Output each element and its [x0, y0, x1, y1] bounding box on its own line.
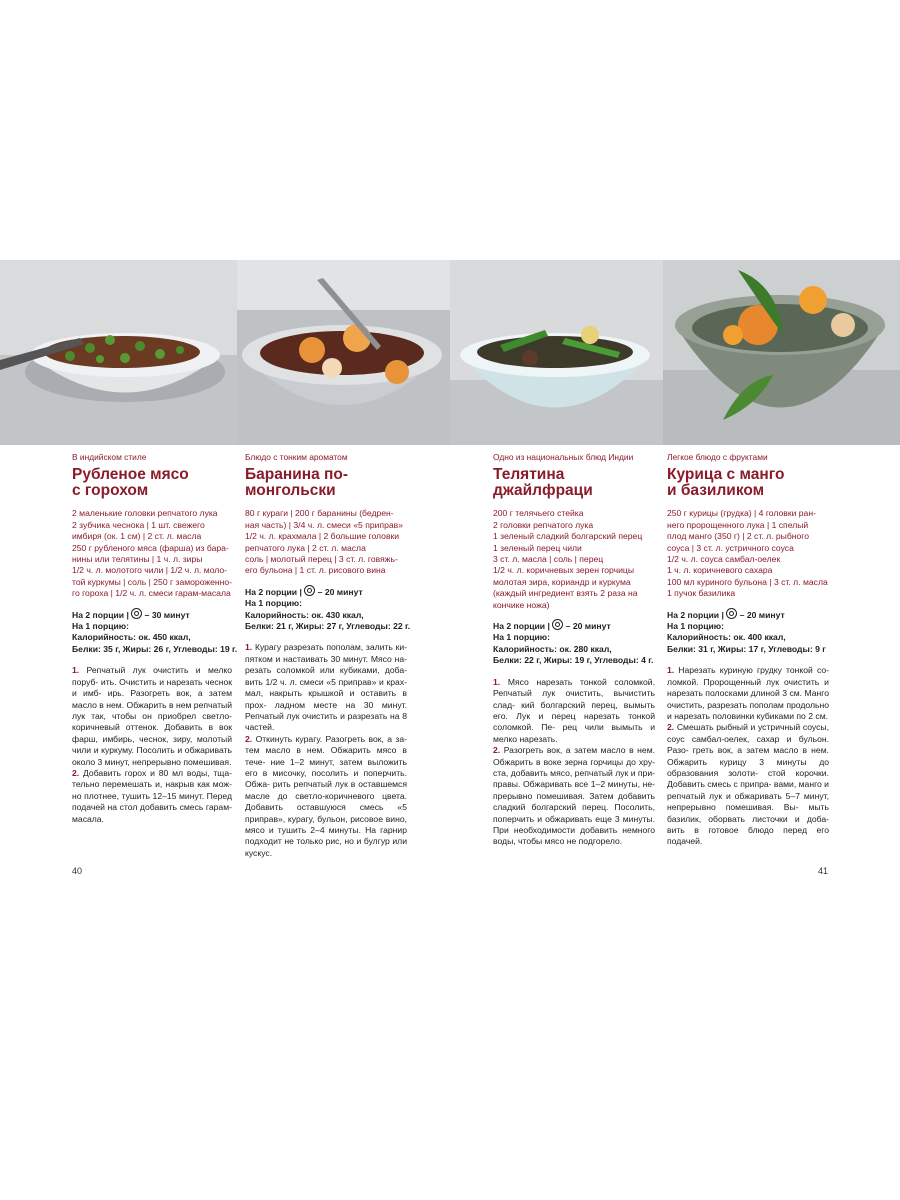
ingredient-line: 1/2 ч. л. коричневых зерен горчицы — [493, 565, 635, 576]
recipe-kicker: Блюдо с тонким ароматом — [245, 452, 348, 462]
page-number-right: 41 — [818, 866, 829, 876]
title-line: с горохом — [72, 482, 149, 500]
title-line: Телятина джайлфраци — [493, 466, 593, 500]
nutrients: Белки: 31 г, Жиры: 17 г, Углеводы: 9 г — [667, 643, 826, 654]
steps — [667, 665, 829, 848]
ingredient-line: 2 маленькие головки репчатого лука — [72, 508, 218, 519]
nutrients: Белки: 35 г, Жиры: 26 г, Углеводы: 19 г. — [72, 643, 238, 654]
step-number: 1. — [493, 676, 501, 687]
step-text: Откинуть курагу. Разогреть вок, а за- тем масло в нем. Обжарить мясо в тече- ние 1–2 минут, затем выложить его в мисочку, посолить и поперчить. Обжа- рить репчатый лук в оставшемся масле до светло-коричневого цвета. Добавить оставшуюся смесь «5 приправ», курагу, бульон, рисовое вино, мясо и тушить 2–4 минуты. На гарнир подходит не только рис, но и булгур или кускус. — [245, 733, 408, 858]
ingredient-line: 2 головки репчатого лука — [493, 519, 594, 530]
ingredient-line: соль | молотый перец | 3 ст. л. говяжь- — [245, 554, 398, 565]
nutrients: Белки: 21 г, Жиры: 27 г, Углеводы: 22 г. — [245, 621, 411, 632]
ingredient-line: 1 ч. л. коричневого сахара — [667, 565, 773, 576]
step-number: 2. — [72, 767, 80, 778]
ingredient-line: репчатого лука | 2 ст. л. масла — [245, 542, 366, 553]
ingredient-line: соуса | 3 ст. л. устричного соуса — [667, 542, 794, 553]
ingredients-list — [667, 508, 829, 599]
ingredients-list — [245, 508, 407, 576]
per-portion: На 1 порцию: — [667, 621, 724, 632]
step — [667, 722, 829, 847]
steps — [245, 642, 407, 859]
step-number: 1. — [72, 665, 80, 676]
ingredient-line: нины или телятины | 1 ч. л. зиры — [72, 554, 203, 565]
photo-chicken-mango-basil — [663, 260, 900, 445]
nutrients: Белки: 22 г, Жиры: 19 г, Углеводы: 4 г. — [493, 655, 654, 666]
step — [245, 734, 407, 859]
step-text: Нарезать куриную грудку тонкой со- ломкой. Пророщенный лук очистить и нарезать полосками длиной 3 см. Манго очистить, разрезать пополам продольно и нарезать половинки кубиками по 2 см. — [667, 665, 830, 721]
ingredient-line: молотая зира, кориандр и куркума — [493, 576, 631, 587]
title-line: Рубленое мясо — [72, 466, 189, 484]
recipe-veal-jalfrezi — [493, 452, 655, 848]
ingredient-line: ная часть) | 3/4 ч. л. смеси «5 приправ» — [245, 519, 403, 530]
step — [72, 768, 232, 825]
step — [72, 665, 232, 768]
nutrition-info — [72, 608, 238, 656]
step-text: Добавить горох и 80 мл воды, тща- тельно перемешать и, накрыв как мож- но плотнее, тушить 12–15 минут. Перед подачей на стол добавить смесь гарам- масала. — [72, 767, 232, 824]
ingredient-line: 80 г кураги | 200 г баранины (бедрен- — [245, 508, 394, 519]
page-number-left: 40 — [72, 866, 83, 876]
recipe-kicker: В индийском стиле — [72, 452, 147, 462]
photo-veal-jalfrezi — [450, 260, 663, 445]
ingredient-line: 1 зеленый перец чили — [493, 542, 582, 553]
ingredient-line: 200 г телячьего стейка — [493, 508, 584, 519]
ingredient-line: 1 пучок базилика — [667, 588, 736, 599]
recipe-minced-meat — [72, 452, 238, 825]
portions: На 2 порции | — [493, 621, 550, 632]
ingredient-line: 250 г курицы (грудка) | 4 головки ран- — [667, 508, 816, 519]
step-text: Смешать рыбный и устричный соусы, соус самбал-оелек, сахар и бульон. Разо- греть вок, а затем масло в нем. Обжарить курицу 3 минуты до образования золоти- стой корочки. Добавить смесь с припра- вами, манго и репчатый лук и обжаривать 5–7 минут, непрерывно помешивая. Вы- мыть базилик, оборвать листочки и доба- вить в готовое блюдо перед его подачей. — [667, 722, 829, 847]
recipe-chicken-mango — [667, 452, 829, 848]
ingredient-line: 1/2 ч. л. молотого чили | 1/2 ч. л. моло- — [72, 565, 228, 576]
calories: Калорийность: ок. 430 ккал, — [245, 609, 364, 620]
ingredient-line: 1/2 ч. л. соуса самбал-оелек — [667, 554, 781, 565]
step-number: 2. — [667, 722, 675, 733]
per-portion: На 1 порцию: — [72, 621, 129, 632]
step-number: 1. — [667, 665, 675, 676]
recipe-title — [493, 467, 655, 499]
step-text: Курагу разрезать пополам, залить ки- пятком и настаивать 30 минут. Мясо на- резать соломкой или кубиками, доба- вить 1/2 ч. л. смеси «5 приправ» и крах- мал, накрыть крышкой и оставить в прох- ладном месте на 30 минут. Репчатый лук очистить и разрезать на 8 частей. — [245, 642, 407, 733]
photo-minced-meat-peas — [0, 260, 237, 445]
portions: На 2 порции | — [245, 586, 302, 597]
cook-time: – 20 минут — [565, 621, 611, 632]
step — [667, 665, 829, 722]
recipe-kicker: Легкое блюдо с фруктами — [667, 452, 768, 462]
nutrition-info — [667, 608, 829, 656]
calories: Калорийность: ок. 450 ккал, — [72, 632, 191, 643]
ingredient-line: го гороха | 1/2 ч. л. смеси гарам-масала — [72, 588, 231, 599]
recipe-title — [245, 467, 407, 499]
step-number: 2. — [493, 745, 501, 756]
ingredient-line: него пророщенного лука | 1 спелый — [667, 519, 809, 530]
clock-icon — [304, 585, 315, 596]
ingredient-line: 1/2 ч. л. крахмала | 2 большие головки — [245, 531, 400, 542]
steps — [493, 677, 655, 848]
ingredient-line: его бульона | 1 ст. л. рисового вина — [245, 565, 386, 576]
cook-time: – 30 минут — [144, 609, 190, 620]
clock-icon — [726, 608, 737, 619]
ingredient-line: кончике ножа) — [493, 599, 550, 610]
clock-icon — [131, 608, 142, 619]
clock-icon — [552, 619, 563, 630]
title-line: Баранина по-монгольски — [245, 466, 349, 500]
ingredient-line: той куркумы | соль | 250 г замороженно- — [72, 576, 233, 587]
recipe-title — [72, 467, 232, 499]
nutrition-info — [245, 585, 411, 633]
portions: На 2 порции | — [667, 609, 724, 620]
ingredients-list — [493, 508, 655, 611]
recipe-title — [667, 467, 829, 499]
cook-time: – 20 минут — [317, 586, 363, 597]
ingredient-line: 250 г рубленого мяса (фарша) из бара- — [72, 542, 229, 553]
per-portion: На 1 порцию: — [493, 632, 550, 643]
title-line: Курица с манго — [667, 466, 785, 484]
title-line: и базиликом — [667, 482, 765, 500]
steps — [72, 665, 232, 825]
ingredient-line: 100 мл куриного бульона | 3 ст. л. масла — [667, 576, 828, 587]
recipe-mongolian-lamb — [245, 452, 411, 859]
step-text: Репчатый лук очистить и мелко поруб- ить. Очистить и нарезать чеснок и имб- ирь. Разогреть вок, а затем масло в нем. Обжарить в нем репчатый лук так, чтобы он приобрел светло-коричневый оттенок. Добавить в вок фарш, имбирь, чеснок, зиру, молотый чили и куркуму. Посолить и обжаривать около 3 минут, непрерывно помешивая. — [72, 665, 233, 767]
step — [493, 745, 655, 848]
step — [493, 677, 655, 745]
ingredient-line: 1 зеленый сладкий болгарский перец — [493, 531, 643, 542]
cook-time: – 20 минут — [739, 609, 785, 620]
ingredient-line: имбиря (ок. 1 см) | 2 ст. л. масла — [72, 531, 202, 542]
per-portion: На 1 порцию: — [245, 598, 302, 609]
calories: Калорийность: ок. 280 ккал, — [493, 643, 612, 654]
photo-mongolian-lamb — [237, 260, 450, 445]
step-number: 2. — [245, 733, 253, 744]
ingredient-line: 3 ст. л. масла | соль | перец — [493, 554, 604, 565]
ingredient-line: 2 зубчика чеснока | 1 шт. свежего — [72, 519, 205, 530]
ingredient-line: (каждый ингредиент взять 2 раза на — [493, 588, 638, 599]
step-number: 1. — [245, 642, 253, 653]
portions: На 2 порции | — [72, 609, 129, 620]
recipe-kicker: Одно из национальных блюд Индии — [493, 452, 634, 462]
ingredient-line: плод манго (350 г) | 2 ст. л. рыбного — [667, 531, 810, 542]
ingredients-list — [72, 508, 232, 599]
nutrition-info — [493, 619, 655, 667]
step — [245, 642, 407, 733]
step-text: Разогреть вок, а затем масло в нем. Обжарить в воке зерна горчицы до хру- ста, добавить мясо, репчатый лук и при- правы. Обжаривать все 1–2 минуты, не- прерывно помешивая. Затем добавить сладкий болгарский перец. Посолить, поперчить и обжаривать еще 3 минуты. При необходимости добавить немного воды, чтобы мясо не подгорело. — [493, 745, 655, 847]
step-text: Мясо нарезать тонкой соломкой. Репчатый лук очистить, вычистить слад- кий болгарский перец, вымыть его. Лук и перец нарезать тонкой соломкой. Пе- рец чили вымыть и мелко нарезать. — [493, 676, 655, 744]
calories: Калорийность: ок. 400 ккал, — [667, 632, 786, 643]
